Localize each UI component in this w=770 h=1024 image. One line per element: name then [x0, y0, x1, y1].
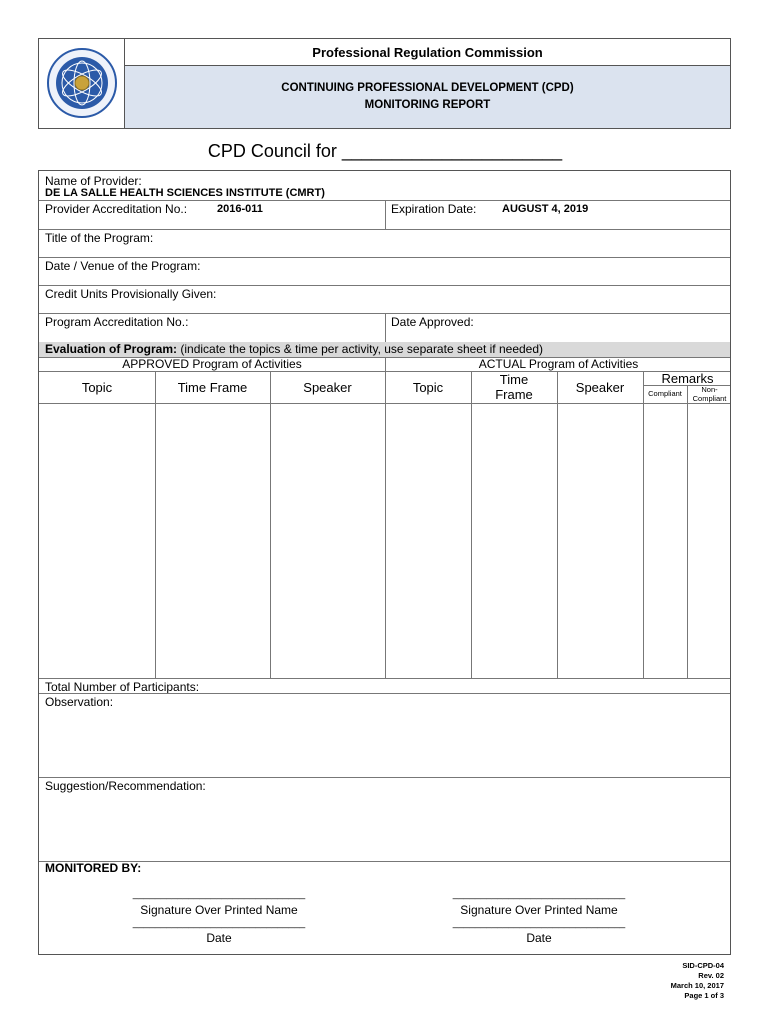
divider — [39, 693, 730, 694]
divider — [39, 229, 730, 230]
approved-program-heading: APPROVED Program of Activities — [122, 357, 302, 371]
evaluation-note: (indicate the topics & time per activity, use separate sheet if needed) — [180, 342, 544, 356]
evaluation-label: Evaluation of Program: — [45, 342, 178, 356]
col-non-line2: Compliant — [692, 394, 727, 403]
signature-label-1: Signature Over Printed Name — [140, 903, 298, 917]
program-title-field[interactable]: Title of the Program: — [45, 231, 154, 245]
signature-label-2: Signature Over Printed Name — [460, 903, 618, 917]
activities-table-body[interactable] — [39, 403, 730, 678]
provider-label: Name of Provider: — [45, 174, 142, 188]
observation-field[interactable]: Observation: — [45, 695, 114, 709]
expiration-date-label: Expiration Date: — [391, 202, 477, 216]
col-non-line1: Non- — [701, 385, 718, 394]
divider — [39, 861, 730, 862]
col-speaker: Speaker — [303, 380, 352, 395]
col-speaker-actual: Speaker — [575, 380, 625, 395]
date-venue-field[interactable]: Date / Venue of the Program: — [45, 259, 201, 273]
expiration-date-value[interactable]: AUGUST 4, 2019 — [502, 203, 589, 215]
date-label-1: Date — [206, 931, 232, 945]
divider — [39, 678, 730, 679]
revision: Rev. 02 — [698, 971, 724, 980]
monitored-by-label: MONITORED BY: — [45, 861, 142, 875]
signature-line-2[interactable]: _______________________________ — [452, 889, 626, 900]
divider — [39, 777, 730, 778]
prc-seal-cell — [39, 39, 125, 128]
page-number: Page 1 of 3 — [684, 991, 724, 1000]
divider — [39, 285, 730, 286]
col-time-line1: Time — [499, 372, 529, 387]
col-time-line2: Frame — [495, 387, 533, 402]
suggestion-field[interactable]: Suggestion/Recommendation: — [45, 779, 206, 793]
date-approved-field[interactable]: Date Approved: — [391, 315, 474, 329]
date-label-2: Date — [526, 931, 552, 945]
actual-program-heading: ACTUAL Program of Activities — [478, 357, 639, 371]
evaluation-heading — [45, 342, 543, 356]
col-topic-actual: Topic — [412, 380, 444, 395]
provider-accreditation-label: Provider Accreditation No.: — [45, 202, 188, 216]
divider — [385, 313, 386, 342]
col-compliant: Compliant — [648, 389, 682, 398]
date-line-1[interactable]: _______________________________ — [132, 918, 306, 929]
col-time-frame: Time Frame — [177, 380, 248, 395]
signature-line-1[interactable]: _______________________________ — [132, 889, 306, 900]
prc-seal-logo — [39, 39, 125, 128]
provider-value: DE LA SALLE HEALTH SCIENCES INSTITUTE (CMRT) — [45, 187, 325, 199]
form-code: SID-CPD-04 — [682, 961, 724, 970]
form-header — [38, 38, 731, 129]
report-title-line2: MONITORING REPORT — [364, 99, 491, 111]
divider — [385, 200, 386, 229]
divider — [39, 257, 730, 258]
report-title-line1: CONTINUING PROFESSIONAL DEVELOPMENT (CPD) — [281, 82, 574, 94]
col-topic: Topic — [81, 380, 113, 395]
credit-units-field[interactable]: Credit Units Provisionally Given: — [45, 287, 217, 301]
program-accreditation-field[interactable]: Program Accreditation No.: — [45, 315, 189, 329]
participants-field[interactable]: Total Number of Participants: — [45, 680, 200, 694]
col-remarks: Remarks — [661, 371, 714, 386]
date-line-2[interactable]: _______________________________ — [452, 918, 626, 929]
organization-name: Professional Regulation Commission — [125, 39, 730, 66]
report-title — [125, 66, 730, 128]
monitoring-form — [38, 170, 731, 955]
revision-date: March 10, 2017 — [670, 981, 724, 990]
provider-accreditation-value[interactable]: 2016-011 — [217, 203, 263, 215]
document-footer — [671, 961, 724, 1001]
cpd-council-line: CPD Council for ______________________ — [207, 141, 563, 161]
